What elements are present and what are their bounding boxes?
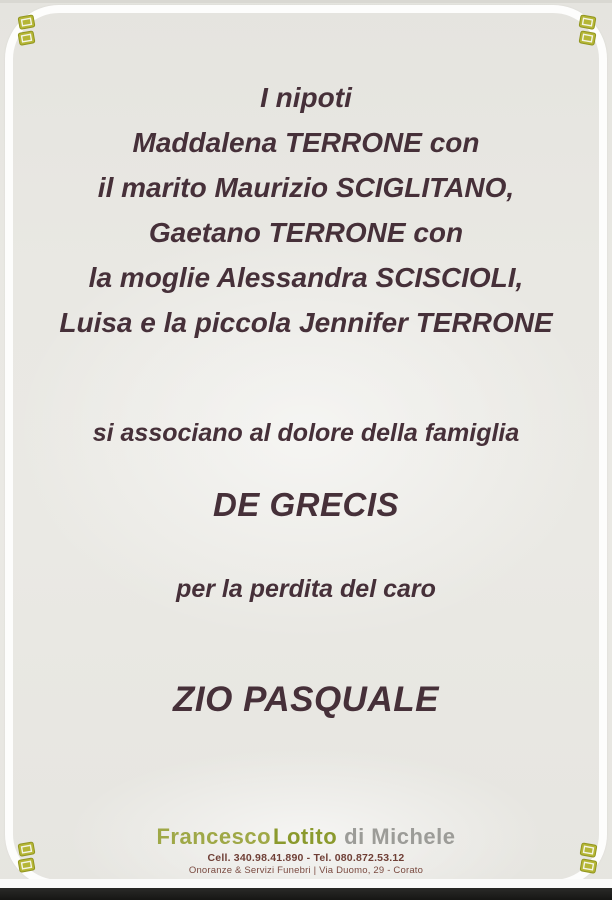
services-address-line: Onoranze & Servizi Funebri | Via Duomo, 29 - Corato: [188, 865, 424, 876]
funeral-home-footer: [0, 824, 612, 877]
association-line: si associano al dolore della famiglia: [92, 419, 520, 447]
relative-name-line: Maddalena TERRONE con: [132, 127, 480, 158]
brand-last-name: Lotito: [273, 824, 338, 849]
relative-name-line: Gaetano TERRONE con: [148, 217, 464, 248]
relative-name-line: il marito Maurizio SCIGLITANO,: [97, 172, 515, 203]
brand-suffix: di Michele: [344, 824, 456, 849]
relative-name-line: Luisa e la piccola Jennifer TERRONE: [59, 307, 553, 338]
bottom-white-strip: [0, 879, 612, 888]
relatives-names-block: [0, 75, 612, 345]
top-edge-line: [0, 0, 612, 3]
relative-name-line: la moglie Alessandra SCISCIOLI,: [88, 262, 524, 293]
funeral-home-logo: [0, 824, 612, 850]
intro-line: I nipoti: [260, 82, 352, 113]
corner-emblem-icon: [575, 14, 599, 47]
corner-emblem-icon: [15, 14, 39, 47]
contact-phones: Cell. 340.98.41.890 - Tel. 080.872.53.12: [207, 852, 405, 864]
bottom-dark-bar: [0, 888, 612, 900]
brand-first-name: Francesco: [156, 824, 272, 849]
family-name: DE GRECIS: [212, 486, 400, 523]
loss-line: per la perdita del caro: [176, 575, 436, 603]
deceased-name: ZIO PASQUALE: [173, 680, 439, 719]
